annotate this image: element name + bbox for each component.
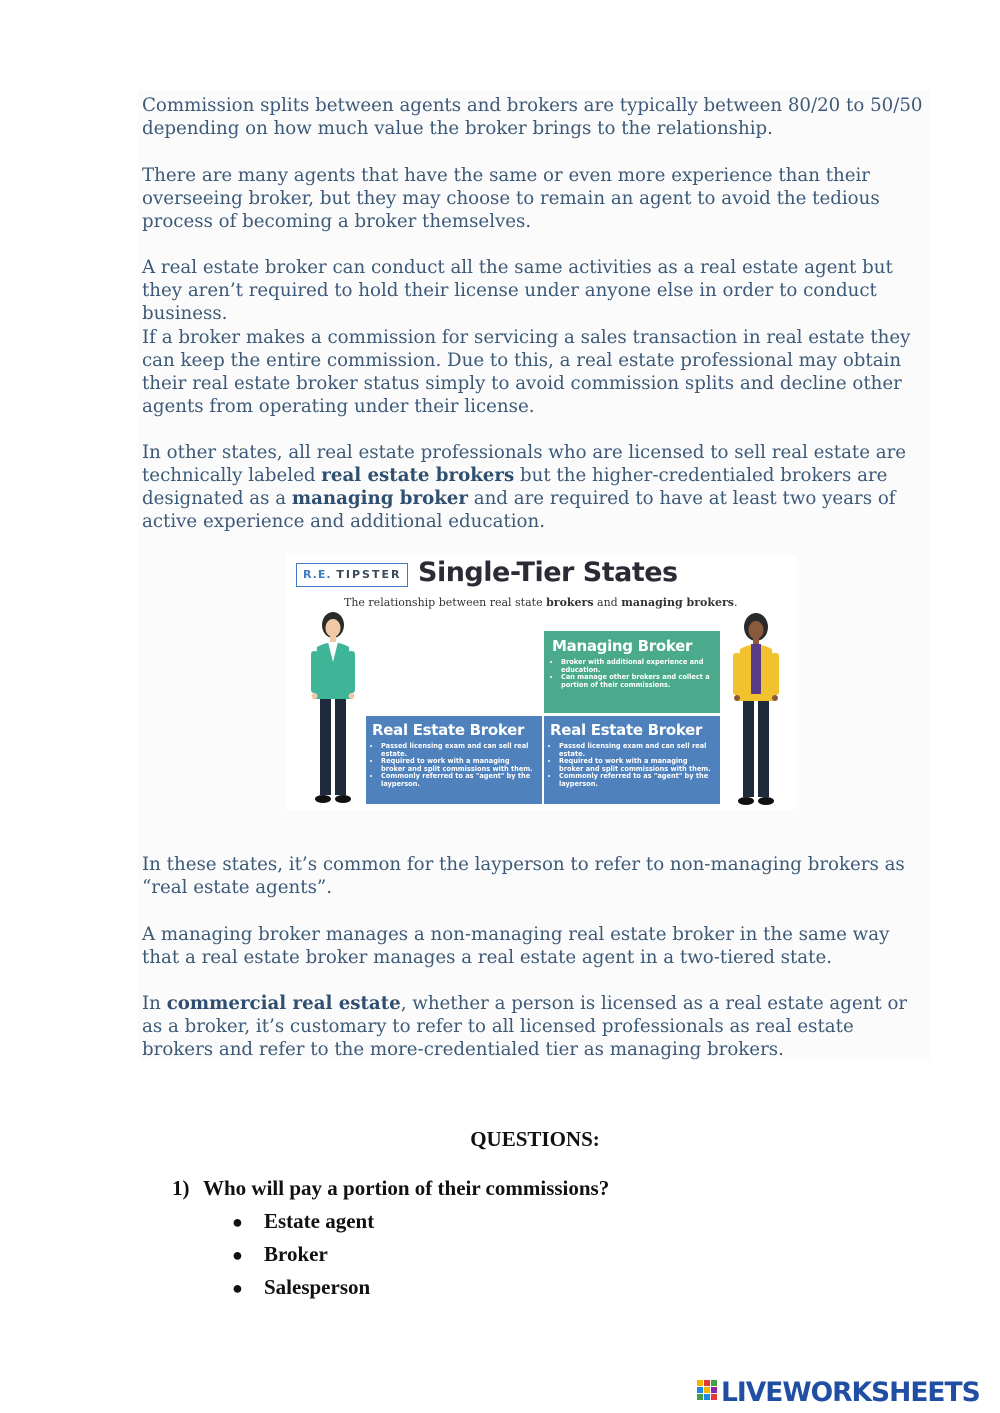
woman-yellow-jacket-illustration xyxy=(730,609,782,809)
question-1 xyxy=(172,1176,609,1201)
single-tier-states-figure xyxy=(286,555,796,810)
paragraph-other-states: In other states, all real estate professionals who are licensed to sell real estate are technically labeled real estate brokers but the higher-credentialed brokers are designated as a managing broker and are required to have at least two years of active experience and additional education. xyxy=(142,442,907,532)
paragraph-broker-activities: A real estate broker can conduct all the same activities as a real estate agent but they aren’t required to hold their license under anyone else in order to conduct business. xyxy=(142,257,893,324)
paragraph-commission-splits: Commission splits between agents and brokers are typically between 80/20 to 50/50 depending on how much value the broker brings to the relationship. xyxy=(142,95,923,139)
paragraph-agents-experience: There are many agents that have the same or even more experience than their overseeing broker, but they may choose to remain an agent to avoid the tedious process of becoming a broker themselves. xyxy=(142,165,880,232)
real-estate-broker-bullet: • Commonly referred to as "agent" by the layperson. xyxy=(381,773,536,788)
answer-option-label: Broker xyxy=(264,1242,328,1266)
real-estate-broker-bullet: • Passed licensing exam and can sell real estate. xyxy=(559,743,714,758)
managing-broker-box xyxy=(544,631,720,713)
real-estate-broker-bullet: • Passed licensing exam and can sell real estate. xyxy=(381,743,536,758)
real-estate-broker-box-left xyxy=(366,716,542,804)
real-estate-broker-box-right xyxy=(544,716,720,804)
bullet-icon: ● xyxy=(232,1245,243,1265)
paragraph-commercial-real-estate: In commercial real estate, whether a person is licensed as a real estate agent or as a broker, it’s customary to refer to all licensed professionals as real estate brokers and refer to the more-credentialed tier as managing brokers. xyxy=(142,993,908,1060)
liveworksheets-wordmark: LIVEWORKSHEETS xyxy=(721,1377,980,1408)
answer-option[interactable] xyxy=(232,1208,374,1241)
managing-broker-bullet: • Can manage other brokers and collect a portion of their commissions. xyxy=(561,674,712,689)
paragraph-managing-broker: A managing broker manages a non-managing real estate broker in the same way that a real estate broker manages a real estate agent in a two-tiered state. xyxy=(142,924,890,968)
question-text: Who will pay a portion of their commissions? xyxy=(203,1176,610,1200)
answer-option-label: Salesperson xyxy=(264,1275,371,1299)
real-estate-broker-title: Real Estate Broker xyxy=(550,721,703,739)
managing-broker-bullet: • Broker with additional experience and education. xyxy=(561,659,712,674)
real-estate-broker-bullet: • Required to work with a managing broker and split commissions with them. xyxy=(381,758,536,773)
questions-heading: QUESTIONS: xyxy=(470,1127,600,1151)
answer-option[interactable] xyxy=(232,1274,374,1307)
real-estate-broker-bullet: • Commonly referred to as "agent" by the layperson. xyxy=(559,773,714,788)
retipster-logo: R.E. TIPSTER xyxy=(296,563,408,587)
bullet-icon: ● xyxy=(232,1278,243,1298)
paragraph-broker-commission: If a broker makes a commission for servicing a sales transaction in real estate they can keep the entire commission. Due to this, a real estate professional may obtain their real estate broker status simply to avoid commission splits and decline other agents from operating under their license. xyxy=(142,327,911,417)
term-managing-broker: managing broker xyxy=(291,488,468,509)
managing-broker-title: Managing Broker xyxy=(552,637,693,655)
term-commercial-real-estate: commercial real estate xyxy=(166,993,401,1014)
liveworksheets-icon xyxy=(697,1380,723,1406)
figure-subtitle: The relationship between real state brokers and managing brokers. xyxy=(344,596,738,609)
real-estate-broker-title: Real Estate Broker xyxy=(372,721,525,739)
figure-title: Single-Tier States xyxy=(418,557,678,588)
real-estate-broker-bullet: • Required to work with a managing broker and split commissions with them. xyxy=(559,758,714,773)
question-1-options xyxy=(232,1208,374,1307)
paragraph-layperson: In these states, it’s common for the layperson to refer to non-managing brokers as “real estate agents”. xyxy=(142,854,905,898)
answer-option[interactable] xyxy=(232,1241,374,1274)
answer-option-label: Estate agent xyxy=(264,1209,375,1233)
bullet-icon: ● xyxy=(232,1212,243,1232)
term-real-estate-brokers: real estate brokers xyxy=(321,465,515,486)
woman-teal-jacket-illustration xyxy=(308,607,358,807)
question-number: 1) xyxy=(172,1176,190,1200)
